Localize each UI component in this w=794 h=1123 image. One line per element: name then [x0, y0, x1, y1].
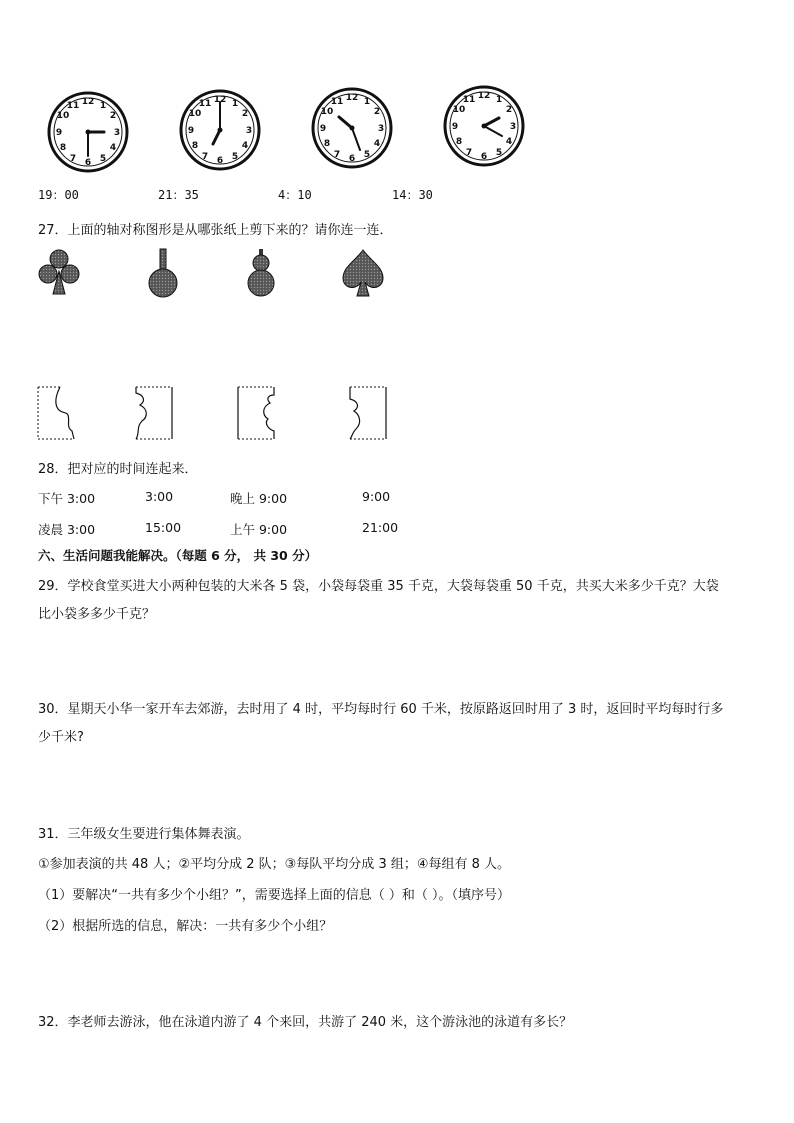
svg-text:11: 11	[198, 99, 212, 109]
svg-text:6: 6	[348, 154, 356, 164]
svg-text:11: 11	[66, 101, 80, 111]
question-31-line-1: 31．三年级女生要进行集体舞表演。	[38, 827, 250, 842]
svg-text:9: 9	[187, 126, 195, 136]
question-31-line-3: （1）要解决“一共有多少个小组？”，需要选择上面的信息（ ）和（ ）。（填序号）	[38, 888, 511, 903]
svg-text:5: 5	[495, 148, 503, 158]
folded-paper-1	[36, 385, 80, 441]
svg-text:1: 1	[231, 99, 239, 109]
svg-text:6: 6	[216, 156, 224, 166]
svg-text:2: 2	[373, 107, 381, 117]
gourd-icon	[238, 247, 284, 299]
svg-text:5: 5	[363, 150, 371, 160]
time-label: 凌晨 3:00	[38, 522, 96, 537]
time-label: 21:00	[362, 520, 399, 535]
time-label: 9:00	[362, 489, 391, 504]
section-heading: 六、生活问题我能解决。（每题 6 分， 共 30 分）	[38, 548, 318, 563]
question-32-line-1: 32．李老师去游泳，他在泳道内游了 4 个来回，共游了 240 米，这个游泳池的泳道有多长？	[38, 1015, 573, 1030]
svg-text:7: 7	[465, 148, 473, 158]
svg-text:12: 12	[477, 91, 491, 101]
question-28: 28．把对应的时间连起来．	[38, 462, 198, 477]
time-label: 晚上 9:00	[230, 491, 288, 506]
spade-icon	[340, 247, 386, 299]
svg-text:6: 6	[480, 152, 488, 162]
question-30-line-1: 30．星期天小华一家开车去郊游，去时用了 4 时，平均每时行 60 千米，按原路返回时用了 3 时，返回时平均每时行多	[38, 702, 724, 717]
svg-text:9: 9	[451, 122, 459, 132]
question-27: 27．上面的轴对称图形是从哪张纸上剪下来的？请你连一连．	[38, 223, 393, 238]
svg-text:4: 4	[109, 143, 117, 153]
lollipop-icon	[140, 247, 186, 299]
svg-text:8: 8	[323, 139, 331, 149]
svg-text:3: 3	[113, 128, 121, 138]
svg-text:5: 5	[231, 152, 239, 162]
clock-caption-1: 19：00	[38, 188, 79, 202]
svg-text:10: 10	[188, 109, 202, 119]
question-31-line-4: （2）根据所选的信息，解决：一共有多少个小组？	[38, 919, 333, 934]
svg-text:8: 8	[191, 141, 199, 151]
svg-text:2: 2	[241, 109, 249, 119]
question-29-line-2: 比小袋多多少千克？	[38, 607, 156, 622]
question-29-line-1: 29．学校食堂买进大小两种包装的大米各 5 袋，小袋每袋重 35 千克，大袋每袋重 50 千克，共买大米多少千克？大袋	[38, 579, 719, 594]
svg-text:1: 1	[363, 97, 371, 107]
svg-text:5: 5	[99, 154, 107, 164]
time-label: 下午 3:00	[38, 491, 96, 506]
time-label: 15:00	[145, 520, 182, 535]
svg-text:10: 10	[56, 111, 70, 121]
svg-text:1: 1	[99, 101, 107, 111]
svg-text:7: 7	[333, 150, 341, 160]
svg-text:4: 4	[373, 139, 381, 149]
svg-text:8: 8	[59, 143, 67, 153]
clock-1	[46, 90, 130, 174]
svg-text:7: 7	[201, 152, 209, 162]
svg-text:9: 9	[319, 124, 327, 134]
svg-text:12: 12	[81, 97, 95, 107]
time-label: 3:00	[145, 489, 174, 504]
svg-text:6: 6	[84, 158, 92, 168]
clock-3	[310, 86, 394, 170]
svg-text:9: 9	[55, 128, 63, 138]
clock-caption-4: 14：30	[392, 188, 433, 202]
question-30-line-2: 少千米?	[38, 730, 84, 745]
clock-caption-3: 4：10	[278, 188, 312, 202]
club-icon	[36, 247, 82, 299]
time-label: 上午 9:00	[230, 522, 288, 537]
svg-text:12: 12	[213, 95, 227, 105]
svg-text:7: 7	[69, 154, 77, 164]
svg-text:12: 12	[345, 93, 359, 103]
svg-text:3: 3	[377, 124, 385, 134]
svg-text:3: 3	[509, 122, 517, 132]
svg-text:8: 8	[455, 137, 463, 147]
question-31-line-2: ①参加表演的共 48 人；②平均分成 2 队；③每队平均分成 3 组；④每组有 8 人。	[38, 857, 511, 872]
svg-text:3: 3	[245, 126, 253, 136]
clock-2	[178, 88, 262, 172]
svg-text:4: 4	[241, 141, 249, 151]
svg-text:1: 1	[495, 95, 503, 105]
folded-paper-3	[234, 385, 278, 441]
folded-paper-2	[130, 385, 174, 441]
clock-caption-2: 21：35	[158, 188, 199, 202]
svg-text:2: 2	[505, 105, 513, 115]
svg-text:2: 2	[109, 111, 117, 121]
svg-text:11: 11	[462, 95, 476, 105]
svg-text:4: 4	[505, 137, 513, 147]
svg-text:10: 10	[320, 107, 334, 117]
svg-text:10: 10	[452, 105, 466, 115]
folded-paper-4	[344, 385, 388, 441]
svg-text:11: 11	[330, 97, 344, 107]
clock-4	[442, 84, 526, 168]
